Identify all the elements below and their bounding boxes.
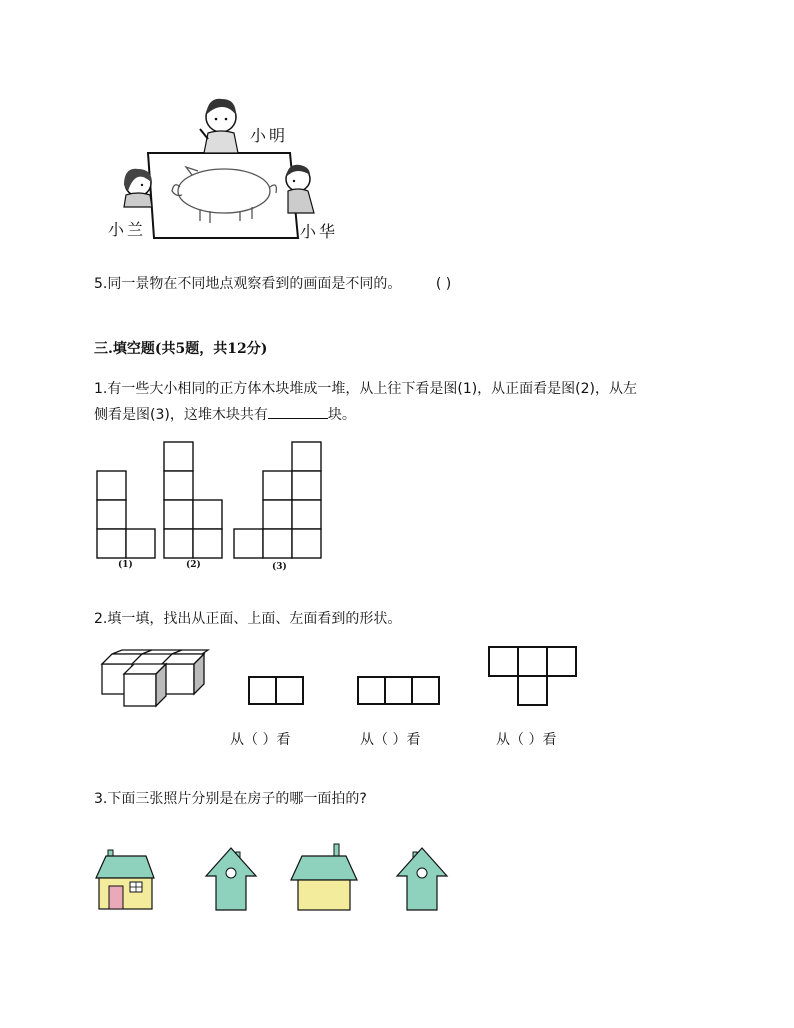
fill-question-1 <box>94 376 714 428</box>
section-title: 三.填空题(共5题，共12分) <box>94 341 268 357</box>
name-label-xiaolan: 小兰 <box>108 220 147 239</box>
cube-solid-illustration <box>100 650 210 710</box>
view-label-1[interactable]: 从（ ）看 <box>230 732 291 748</box>
answer-parentheses[interactable]: ( ) <box>435 276 452 292</box>
house-front-view-icon <box>96 848 156 912</box>
fill-question-1-suffix: 块。 <box>327 407 356 423</box>
figure-caption-3: (3) <box>272 562 287 572</box>
answer-blank[interactable] <box>268 404 328 419</box>
question-5 <box>94 271 451 297</box>
house-side-view-icon <box>205 846 257 912</box>
name-label-xiaoming: 小明 <box>250 126 289 145</box>
house-back-view-icon <box>290 842 358 912</box>
fill-question-1-line1: 1.有一些大小相同的正方体木块堆成一堆，从上往下看是图(1)，从正面看是图(2)，从左 <box>94 381 638 397</box>
view-shape-t-squares <box>488 646 578 706</box>
question-5-text: 5.同一景物在不同地点观察看到的画面是不同的。 <box>94 276 402 292</box>
block-views-grid <box>94 440 326 574</box>
block-views-figure <box>94 440 326 574</box>
figure-caption-2: (2) <box>186 560 201 570</box>
fill-question-1-prefix: 侧看是图(3)，这堆木块共有 <box>94 407 268 423</box>
view-shape-two-squares <box>248 676 304 706</box>
view-shape-three-squares <box>357 676 441 706</box>
view-label-2[interactable]: 从（ ）看 <box>360 732 421 748</box>
fill-question-2-text: 2.填一填，找出从正面、上面、左面看到的形状。 <box>94 611 402 627</box>
fill-question-1-line2 <box>94 402 714 428</box>
fill-question-3-text: 3.下面三张照片分别是在房子的哪一面拍的? <box>94 791 367 807</box>
name-label-xiaohua: 小华 <box>300 222 339 241</box>
pig-observation-figure <box>100 95 360 245</box>
figure-caption-1: (1) <box>118 560 133 570</box>
view-label-3[interactable]: 从（ ）看 <box>496 732 557 748</box>
house-other-side-view-icon <box>396 846 448 912</box>
